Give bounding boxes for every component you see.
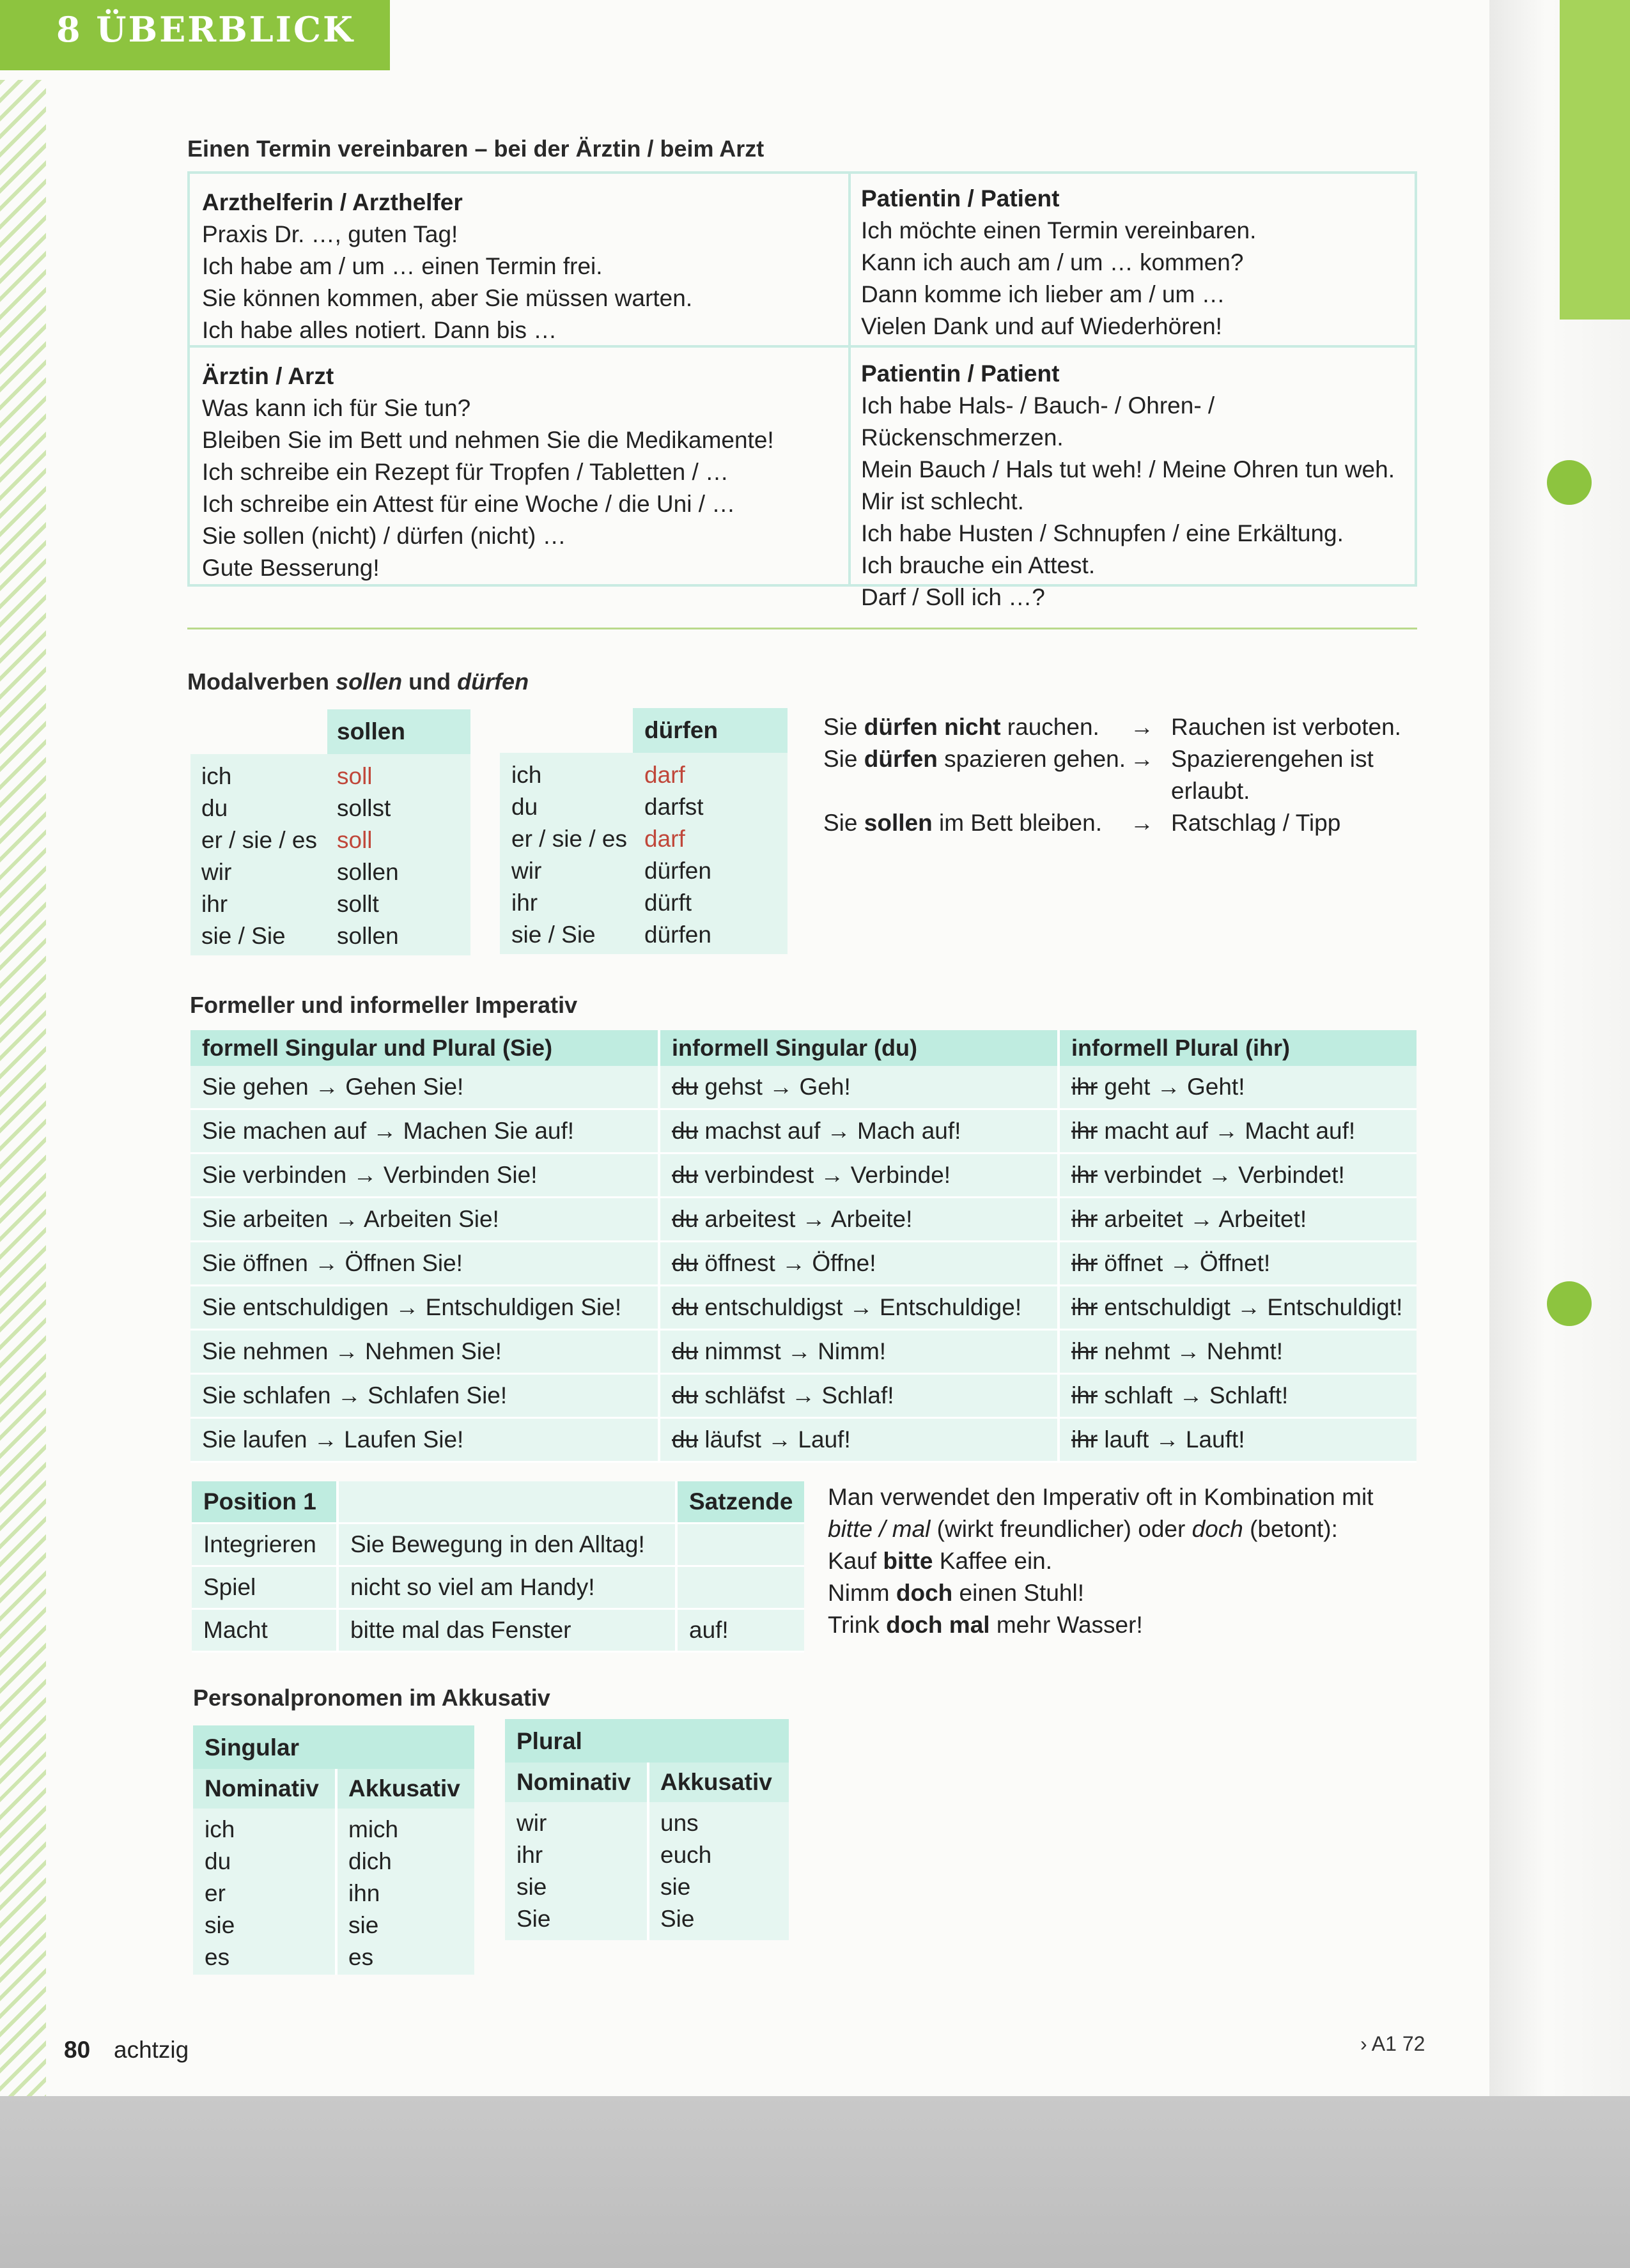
cell: ihr schlaft → Schlaft! [1059, 1374, 1417, 1418]
cell: ihr verbindet → Verbindet! [1059, 1153, 1417, 1198]
modal-example: Sie dürfen nicht rauchen. [823, 714, 1099, 740]
table-row [190, 1286, 1417, 1330]
table-row [190, 1374, 1417, 1418]
phrase: Ich brauche ein Attest. [861, 552, 1096, 578]
phrase: Sie können kommen, aber Sie müssen warten. [202, 285, 693, 311]
page-word: achtzig [114, 2037, 189, 2063]
cell: du schläfst → Schlaf! [659, 1374, 1059, 1418]
sollen-forms: soll sollst soll sollen sollt sollen [337, 763, 399, 949]
phrase: Vielen Dank und auf Wiederhören! [861, 313, 1222, 339]
phrase: Bleiben Sie im Bett und nehmen Sie die Medikamente! [202, 427, 774, 453]
arrow: → [1130, 810, 1154, 836]
cell: Sie arbeiten → Arbeiten Sie! [190, 1198, 659, 1242]
table-row [190, 1109, 1417, 1153]
cell: ihr öffnet → Öffnet! [1059, 1242, 1417, 1286]
phrase: Darf / Soll ich …? [861, 584, 1045, 610]
cell: du verbindest → Verbinde! [659, 1153, 1059, 1198]
page-number: 80 [64, 2037, 91, 2063]
cell: Sie Bewegung in den Alltag! [338, 1524, 676, 1566]
modal-result: Spazierengehen ist erlaubt. [1171, 746, 1374, 804]
modal-result: Ratschlag / Tipp [1171, 810, 1341, 836]
cell [676, 1524, 804, 1566]
plural-box [505, 1719, 789, 1940]
scanner-background [0, 2096, 1630, 2268]
cell: du gehst → Geh! [659, 1066, 1059, 1109]
phrase: Sie sollen (nicht) / dürfen (nicht) … [202, 523, 566, 549]
cell: bitte mal das Fenster [338, 1609, 676, 1652]
phrase: Was kann ich für Sie tun? [202, 395, 471, 421]
termin-right-bottom [861, 358, 1415, 613]
plural-label: Plural [516, 1728, 582, 1754]
pronomen-title: Personalpronomen im Akkusativ [193, 1685, 550, 1711]
duerfen-pronouns: ich du er / sie / es wir ihr sie / Sie [511, 762, 627, 948]
cell: ihr macht auf → Macht auf! [1059, 1109, 1417, 1153]
table-row [190, 1418, 1417, 1462]
cell: du öffnest → Öffne! [659, 1242, 1059, 1286]
phrase: Ich schreibe ein Attest für eine Woche / die Uni / … [202, 491, 736, 517]
table-row [190, 1198, 1417, 1242]
pl-nom-list: wir ihr sie Sie [516, 1810, 551, 1932]
role-heading: Patientin / Patient [861, 360, 1060, 387]
cell: Sie verbinden → Verbinden Sie! [190, 1153, 659, 1198]
table-row [192, 1566, 804, 1609]
table-row [190, 1153, 1417, 1198]
cell: du läufst → Lauf! [659, 1418, 1059, 1462]
cell: Sie laufen → Laufen Sie! [190, 1418, 659, 1462]
cell: Sie nehmen → Nehmen Sie! [190, 1330, 659, 1374]
termin-left-top [202, 187, 692, 346]
phrase: Ich habe Hals- / Bauch- / Ohren- / Rückenschmerzen. [861, 392, 1215, 451]
role-heading: Ärztin / Arzt [202, 363, 334, 389]
table-header-row [192, 1481, 804, 1524]
termin-divider-v [848, 174, 851, 584]
column-header: informell Plural (ihr) [1059, 1030, 1417, 1066]
cell [676, 1566, 804, 1609]
duerfen-forms: darf darfst darf dürfen dürft dürfen [644, 762, 711, 948]
cell: ihr nehmt → Nehmt! [1059, 1330, 1417, 1374]
imperativ-title: Formeller und informeller Imperativ [190, 992, 578, 1018]
table-header-row [190, 1030, 1417, 1066]
table-row [192, 1609, 804, 1652]
arrow: → [1130, 714, 1154, 740]
cell: du entschuldigst → Entschuldige! [659, 1286, 1059, 1330]
cell: du arbeitest → Arbeite! [659, 1198, 1059, 1242]
duerfen-head: dürfen [644, 717, 718, 743]
modal-result: Rauchen ist verboten. [1171, 714, 1401, 740]
phrase: Mein Bauch / Hals tut weh! / Meine Ohren tun weh. [861, 456, 1395, 482]
column-header: informell Singular (du) [659, 1030, 1059, 1066]
pl-akk-list: uns euch sie Sie [660, 1810, 712, 1932]
phrase: Kann ich auch am / um … kommen? [861, 249, 1244, 275]
cell: auf! [676, 1609, 804, 1652]
termin-box [187, 171, 1417, 610]
termin-title: Einen Termin vereinbaren – bei der Ärztin / beim Arzt [187, 135, 765, 162]
cell: Sie schlafen → Schlafen Sie! [190, 1374, 659, 1418]
next-page-circle [1547, 460, 1592, 505]
chapter-title: 8 ÜBERBLICK [56, 9, 355, 50]
cell: Spiel [192, 1566, 338, 1609]
column-header: Satzende [676, 1481, 804, 1524]
next-page-circle [1547, 1281, 1592, 1326]
phrase: Ich habe alles notiert. Dann bis … [202, 317, 557, 343]
next-page-green [1560, 0, 1630, 320]
cross-reference: › A1 72 [1360, 2032, 1425, 2055]
cell: Integrieren [192, 1524, 338, 1566]
role-heading: Patientin / Patient [861, 185, 1060, 212]
cell [338, 1481, 676, 1524]
cell: Sie machen auf → Machen Sie auf! [190, 1109, 659, 1153]
cell: nicht so viel am Handy! [338, 1566, 676, 1609]
cell: du machst auf → Mach auf! [659, 1109, 1059, 1153]
nominativ-header: Nominativ [205, 1775, 319, 1801]
table-row [192, 1524, 804, 1566]
phrase: Dann komme ich lieber am / um … [861, 281, 1225, 307]
sollen-pronouns: ich du er / sie / es wir ihr sie / Sie [201, 763, 317, 949]
section-divider [187, 628, 1417, 629]
cell: ihr arbeitet → Arbeitet! [1059, 1198, 1417, 1242]
cell: Sie öffnen → Öffnen Sie! [190, 1242, 659, 1286]
sg-akk-list: mich dich ihn sie es [348, 1816, 399, 1970]
modal-example: Sie dürfen spazieren gehen. [823, 746, 1126, 772]
cell: ihr entschuldigt → Entschuldigt! [1059, 1286, 1417, 1330]
arrow: → [1130, 746, 1154, 772]
phrase: Ich habe am / um … einen Termin frei. [202, 253, 603, 279]
phrase: Ich schreibe ein Rezept für Tropfen / Tabletten / … [202, 459, 729, 485]
imperativ-table [190, 1030, 1417, 1463]
termin-left-bottom [202, 360, 774, 584]
singular-box [193, 1725, 474, 1975]
column-header: formell Singular und Plural (Sie) [190, 1030, 659, 1066]
phrase: Gute Besserung! [202, 555, 380, 581]
cell: Macht [192, 1609, 338, 1652]
phrase: Ich möchte einen Termin vereinbaren. [861, 217, 1257, 243]
phrase: Ich habe Husten / Schnupfen / eine Erkältung. [861, 520, 1344, 546]
table-row [190, 1066, 1417, 1109]
singular-label: Singular [205, 1734, 300, 1761]
nominativ-header: Nominativ [516, 1769, 631, 1795]
table-row [190, 1330, 1417, 1374]
cell: Sie entschuldigen → Entschuldigen Sie! [190, 1286, 659, 1330]
akkusativ-header: Akkusativ [660, 1769, 772, 1795]
sollen-head: sollen [337, 718, 405, 744]
phrase: Mir ist schlecht. [861, 488, 1024, 514]
modal-example: Sie sollen im Bett bleiben. [823, 810, 1102, 836]
cell: ihr geht → Geht! [1059, 1066, 1417, 1109]
chapter-band [0, 0, 390, 70]
position-table [192, 1481, 804, 1653]
side-stripes [0, 80, 46, 2096]
termin-right-top [861, 183, 1256, 343]
akkusativ-header: Akkusativ [348, 1775, 460, 1801]
imperativ-note: Man verwendet den Imperativ oft in Kombination mit bitte / mal (wirkt freundlicher) oder doch (betont): Kauf bitte Kaffee ein. Nimm doch einen Stuhl! Trink doch mal mehr Wasser! [828, 1484, 1374, 1638]
column-header: Position 1 [192, 1481, 338, 1524]
cell: Sie gehen → Gehen Sie! [190, 1066, 659, 1109]
cell: ihr lauft → Lauft! [1059, 1418, 1417, 1462]
phrase: Praxis Dr. …, guten Tag! [202, 221, 458, 247]
sg-nom-list: ich du er sie es [205, 1816, 235, 1970]
role-heading: Arzthelferin / Arzthelfer [202, 189, 463, 215]
cell: du nimmst → Nimm! [659, 1330, 1059, 1374]
table-row [190, 1242, 1417, 1286]
modal-title: Modalverben sollen und dürfen [187, 668, 529, 695]
